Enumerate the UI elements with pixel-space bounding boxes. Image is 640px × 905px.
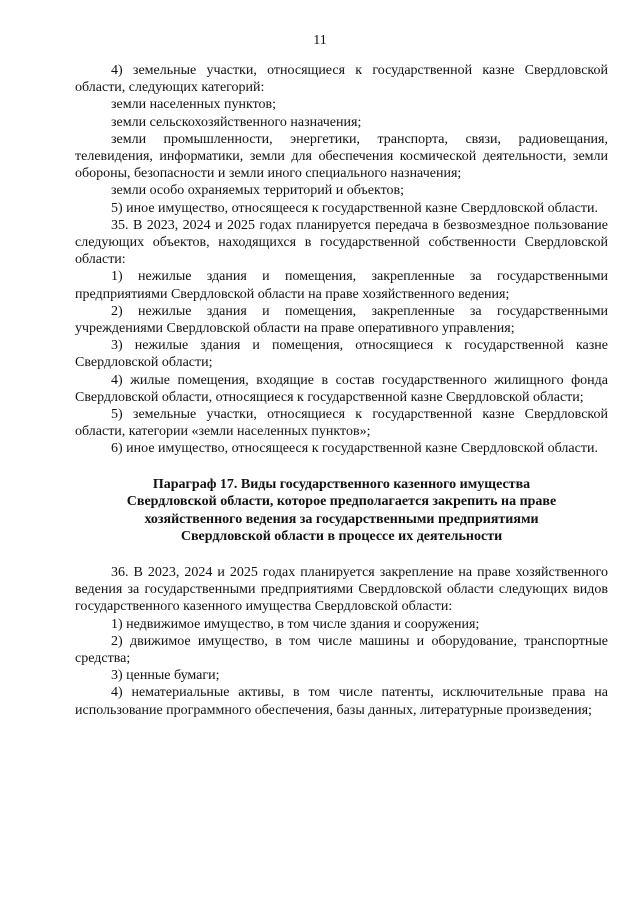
paragraph-35-item-6: 6) иное имущество, относящееся к государственной казне Свердловской области.	[111, 441, 598, 457]
paragraph-land-agricultural: земли сельскохозяйственного назначения;	[111, 114, 362, 130]
paragraph-35-item-4: 4) жилые помещения, входящие в состав государственного жилищного фонда Свердловской области, относящиеся к государственной казне Свердловской области;	[75, 372, 608, 405]
paragraph-36-item-1: 1) недвижимое имущество, в том числе здания и сооружения;	[111, 616, 480, 632]
paragraph-36-item-4: 4) нематериальные активы, в том числе патенты, исключительные права на использование программного обеспечения, базы данных, литературные произведения;	[75, 685, 608, 718]
page-number: 11	[313, 33, 327, 48]
paragraph-35-item-5: 5) земельные участки, относящиеся к государственной казне Свердловской области, категории «земли населенных пунктов»;	[75, 407, 608, 440]
paragraph-35: 35. В 2023, 2024 и 2025 годах планируется передача в безвозмездное пользование следующих объектов, находящихся в государственной собственности Свердловской области:	[75, 217, 608, 268]
paragraph-36: 36. В 2023, 2024 и 2025 годах планируется закрепление на праве хозяйственного ведения за государственными предприятиями Свердловской области следующих видов государственного казенного имущества Свердловской области:	[75, 565, 608, 615]
paragraph-land-industrial: земли промышленности, энергетики, транспорта, связи, радиовещания, телевидения, информатики, земли для обеспечения космической деятельности, земли обороны, безопасности и земли иного специального назначения;	[75, 131, 608, 182]
section-heading: Параграф 17. Виды государственного казенного имущества Свердловской области, которое предполагается закрепить на праве хозяйственного ведения за государственными предприятиями Свердловской области в процессе их деятельности	[126, 476, 557, 545]
paragraph-35-item-1: 1) нежилые здания и помещения, закрепленные за государственными предприятиями Свердловской области на праве хозяйственного ведения;	[75, 269, 608, 302]
paragraph-35-item-2: 2) нежилые здания и помещения, закрепленные за государственными учреждениями Свердловской области на праве оперативного управления;	[75, 303, 608, 337]
paragraph-land-settlements: земли населенных пунктов;	[111, 97, 277, 113]
paragraph-land-protected: земли особо охраняемых территорий и объектов;	[111, 183, 405, 199]
paragraph-item-5-other: 5) иное имущество, относящееся к государственной казне Свердловской области.	[111, 200, 598, 216]
paragraph-36-item-2: 2) движимое имущество, в том числе машины и оборудование, транспортные средства;	[75, 633, 608, 667]
page-content	[75, 62, 608, 719]
paragraph-35-item-3: 3) нежилые здания и помещения, относящиеся к государственной казне Свердловской области;	[75, 338, 608, 371]
paragraph-36-item-3: 3) ценные бумаги;	[111, 668, 220, 684]
paragraph-item-4-land: 4) земельные участки, относящиеся к государственной казне Свердловской области, следующих категорий:	[75, 63, 608, 96]
